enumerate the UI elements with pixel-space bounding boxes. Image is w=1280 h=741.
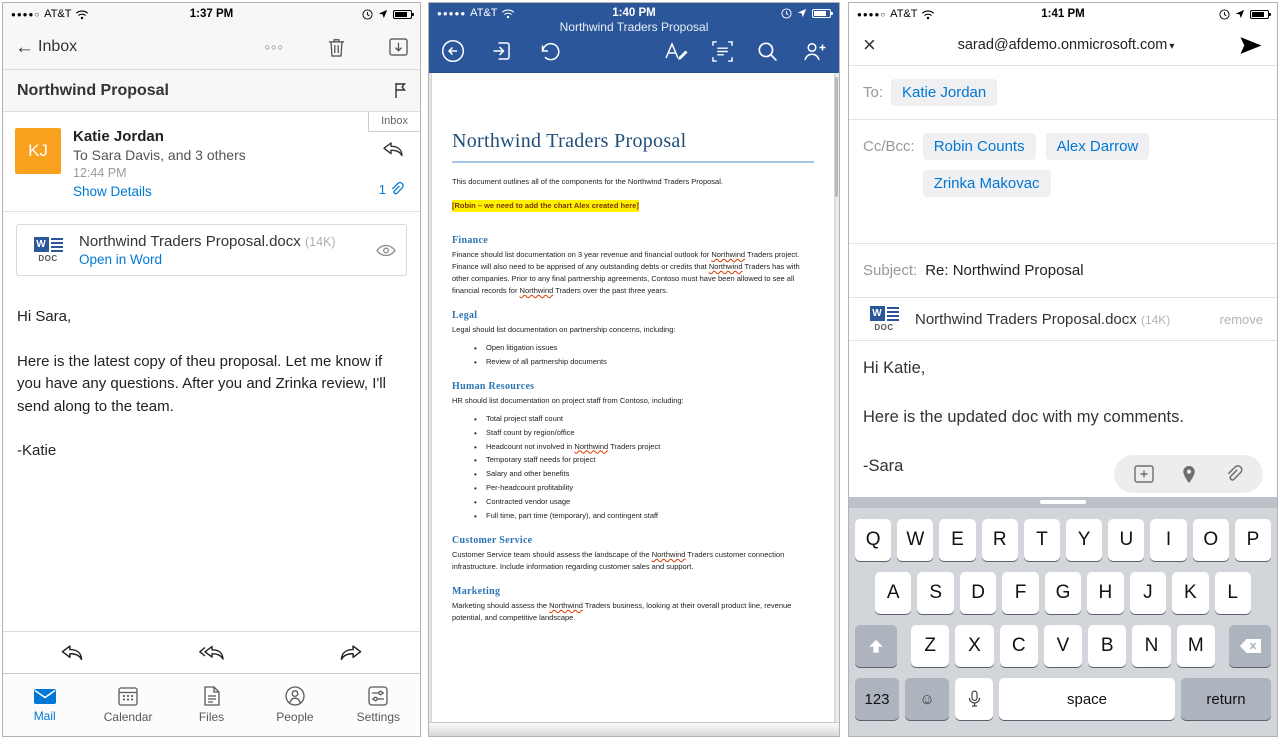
clock-label: 1:40 PM (612, 7, 656, 19)
word-document-screen (428, 2, 840, 737)
bullet-item: • Per-headcount profitability (486, 483, 814, 494)
attachment-filename: Northwind Traders Proposal.docx (14K) (915, 310, 1171, 328)
outlook-reading-screen (2, 2, 421, 737)
tab-settings[interactable]: Settings (337, 674, 420, 736)
key-n[interactable]: N (1132, 625, 1170, 667)
status-bar (3, 3, 420, 25)
attachment-row[interactable] (849, 298, 1277, 341)
carrier-label: AT&T (470, 7, 498, 19)
key-w[interactable]: W (897, 519, 933, 561)
doc-intro: This document outlines all of the components for the Northwind Traders Proposal. (452, 177, 723, 186)
key-o[interactable]: O (1193, 519, 1229, 561)
key-j[interactable]: J (1130, 572, 1166, 614)
bullet-item: • Salary and other benefits (486, 469, 814, 480)
on-screen-keyboard (849, 497, 1277, 736)
back-label: Inbox (38, 38, 78, 55)
dictation-key[interactable] (955, 678, 993, 720)
doc-paragraph: Finance should list documentation on 3 year revenue and financial outlook for Northwind Traders project. Finance will also need to be apprised of any outstanding debts or credits that Northwind Traders has with other companies. Prior to any final partnership agreements, Contoso must have been allowed to see all financial records for Northwind Traders over the past three years. (452, 250, 800, 295)
battery-icon (393, 10, 412, 19)
bullet-item: • Full time, part time (temporary), and contingent staff (486, 511, 814, 522)
quick-attach-toolbar (1114, 455, 1263, 493)
keyboard-row-2 (872, 572, 1254, 614)
key-i[interactable]: I (1150, 519, 1186, 561)
key-b[interactable]: B (1088, 625, 1126, 667)
message-header-card[interactable] (3, 112, 420, 212)
clock-label: 1:41 PM (1041, 8, 1085, 20)
open-in-word-link[interactable]: Open in Word (79, 252, 163, 267)
body-signoff: -Katie (17, 442, 57, 459)
key-a[interactable]: A (875, 572, 911, 614)
calendar-add-icon[interactable] (1134, 465, 1154, 483)
body-greeting: Hi Sara, (17, 308, 72, 325)
signal-strength-icon: ●●●●○ (11, 9, 41, 19)
key-v[interactable]: V (1044, 625, 1082, 667)
account-selector[interactable]: sarad@afdemo.onmicrosoft.com ▾ (957, 37, 1175, 53)
person-icon (285, 686, 305, 706)
key-l[interactable]: L (1215, 572, 1251, 614)
archive-icon[interactable] (389, 38, 408, 56)
doc-heading-marketing: Marketing (452, 585, 501, 597)
reply-button[interactable] (60, 645, 84, 662)
bullet-item: • Headcount not involved in Northwind Traders project (486, 442, 814, 453)
doc-paragraph: Legal should list documentation on partnership concerns, including: (452, 325, 676, 334)
back-button[interactable] (441, 39, 465, 63)
show-details-link[interactable]: Show Details (73, 184, 152, 199)
undo-icon[interactable] (539, 42, 561, 61)
keyboard-dismiss-handle[interactable] (849, 497, 1277, 508)
attachment-size: (14K) (304, 235, 336, 249)
key-h[interactable]: H (1087, 572, 1123, 614)
body-paragraph: Here is the updated doc with my comments. (863, 408, 1184, 427)
calendar-icon (118, 686, 138, 706)
sender-name: Katie Jordan (73, 128, 164, 145)
word-header (429, 3, 839, 73)
document-icon (204, 686, 220, 706)
avatar[interactable]: KJ (15, 128, 61, 174)
key-e[interactable]: E (939, 519, 975, 561)
bullet-item: • Temporary staff needs for project (486, 455, 814, 466)
doc-paragraph: HR should list documentation on project staff from Contoso, including: (452, 395, 684, 405)
doc-heading-finance: Finance (452, 235, 488, 246)
key-y[interactable]: Y (1066, 519, 1102, 561)
doc-heading-customer-service: Customer Service (452, 534, 533, 546)
doc-paragraph: Customer Service team should assess the landscape of the Northwind Traders customer connection infrastructure. Include information regarding customer sales and support. (452, 549, 785, 571)
share-file-icon[interactable] (491, 40, 513, 62)
orientation-lock-icon (1219, 9, 1230, 20)
doc-heading-hr: Human Resources (452, 380, 535, 392)
mail-toolbar (3, 25, 420, 70)
outlook-compose-screen (848, 2, 1278, 737)
send-button[interactable] (1239, 35, 1263, 56)
carrier-label: AT&T (44, 8, 72, 20)
space-key[interactable]: space (999, 678, 1175, 720)
share-person-icon[interactable] (802, 41, 827, 61)
key-x[interactable]: X (955, 625, 993, 667)
battery-icon (1250, 10, 1269, 19)
keyboard-row-1 (852, 519, 1274, 561)
mail-icon (33, 688, 57, 705)
key-z[interactable]: Z (911, 625, 949, 667)
shift-key[interactable] (855, 625, 897, 667)
key-r[interactable]: R (982, 519, 1018, 561)
signal-strength-icon: ●●●●● (437, 8, 467, 18)
attachment-filename: Northwind Traders Proposal.docx (14K) (79, 233, 336, 250)
forward-button[interactable] (339, 645, 363, 662)
key-u[interactable]: U (1108, 519, 1144, 561)
remove-attachment-button[interactable]: remove (1219, 311, 1263, 327)
word-file-icon: W DOC (863, 306, 905, 332)
email-subject-row (3, 70, 420, 112)
key-p[interactable]: P (1235, 519, 1271, 561)
reply-all-button[interactable] (198, 645, 225, 662)
message-time: 12:44 PM (73, 166, 127, 180)
recipient-chip[interactable]: Alex Darrow (1046, 133, 1150, 160)
delete-icon[interactable] (328, 38, 345, 57)
doc-comment-highlight: [Robin – we need to add the chart Alex created here] (452, 201, 639, 210)
recipients-summary: To Sara Davis, and 3 others (73, 147, 246, 163)
key-c[interactable]: C (1000, 625, 1038, 667)
compose-header (849, 25, 1277, 66)
doc-title: Northwind Traders Proposal (452, 130, 814, 163)
close-compose-button[interactable]: × (863, 32, 876, 57)
tab-files[interactable]: Files (170, 674, 253, 736)
email-body (3, 288, 420, 503)
to-label: To: (863, 84, 884, 101)
key-d[interactable]: D (960, 572, 996, 614)
key-f[interactable]: F (1002, 572, 1038, 614)
body-signoff: -Sara (863, 457, 904, 476)
word-bottom-bar (429, 722, 839, 736)
search-icon[interactable] (757, 41, 778, 62)
email-subject: Northwind Proposal (17, 81, 169, 99)
bullet-item: • Review of all partnership documents (486, 357, 814, 368)
bullet-item: • Total project staff count (486, 414, 814, 425)
key-k[interactable]: K (1172, 572, 1208, 614)
tab-people[interactable]: People (253, 674, 336, 736)
emoji-key[interactable]: ☺ (905, 678, 949, 720)
document-canvas[interactable] (429, 73, 839, 723)
doc-heading-legal: Legal (452, 310, 478, 321)
more-options-button[interactable]: ○○○ (264, 42, 284, 52)
recipient-chip[interactable]: Katie Jordan (891, 79, 997, 106)
flag-icon[interactable] (394, 82, 406, 99)
clock-label: 1:37 PM (189, 8, 234, 20)
reply-toolbar (3, 631, 420, 674)
format-text-icon[interactable] (664, 41, 688, 62)
keyboard-row-4 (852, 678, 1274, 720)
chevron-down-icon: ▾ (1169, 41, 1175, 52)
subject-field[interactable] (849, 244, 1277, 298)
signal-strength-icon: ●●●●○ (857, 9, 887, 19)
return-key[interactable]: return (1181, 678, 1271, 720)
paperclip-icon[interactable] (1224, 465, 1243, 484)
cc-bcc-label: Cc/Bcc: (863, 138, 915, 155)
settings-icon (368, 686, 388, 706)
document-title-bar: Northwind Traders Proposal (559, 20, 709, 34)
carrier-label: AT&T (890, 8, 918, 20)
word-toolbar (429, 33, 839, 63)
battery-icon (812, 9, 831, 18)
location-arrow-icon (1235, 9, 1245, 19)
attachment-count-badge[interactable]: 1 (379, 182, 404, 197)
bullet-item: • Staff count by region/office (486, 428, 814, 439)
reflow-view-icon[interactable] (712, 41, 733, 62)
status-bar (429, 3, 839, 23)
tab-mail[interactable]: Mail (3, 674, 86, 736)
bottom-tab-bar (3, 673, 420, 736)
keyboard-row-3 (852, 625, 1274, 667)
word-file-icon: W DOC (27, 237, 69, 263)
key-q[interactable]: Q (855, 519, 891, 561)
preview-eye-icon[interactable] (376, 244, 396, 257)
folder-badge: Inbox (368, 112, 420, 132)
location-arrow-icon (378, 9, 388, 19)
bullet-item: • Open litigation issues (486, 343, 814, 354)
legal-bullet-list (452, 343, 814, 368)
tab-calendar[interactable]: Calendar (86, 674, 169, 736)
paperclip-icon (389, 182, 404, 197)
back-to-inbox-button[interactable] (15, 38, 77, 57)
reply-icon[interactable] (382, 142, 404, 158)
location-arrow-icon (797, 8, 807, 18)
document-page[interactable] (432, 73, 834, 723)
status-bar (849, 3, 1277, 25)
key-t[interactable]: T (1024, 519, 1060, 561)
scrollbar[interactable] (835, 77, 838, 197)
numbers-key[interactable]: 123 (855, 678, 899, 720)
location-pin-icon[interactable] (1182, 465, 1196, 484)
back-arrow-icon: ← (15, 36, 34, 58)
cc-bcc-field[interactable] (849, 120, 1277, 244)
doc-paragraph: Marketing should assess the Northwind Traders business, looking at their overall product line, revenue potential, and competitive landscape. (452, 600, 792, 622)
subject-label: Subject: (863, 262, 918, 279)
recipient-chip[interactable]: Robin Counts (923, 133, 1036, 160)
attachment-card[interactable] (16, 224, 407, 276)
attachment-size: (14K) (1140, 312, 1171, 327)
key-g[interactable]: G (1045, 572, 1081, 614)
key-s[interactable]: S (917, 572, 953, 614)
key-m[interactable]: M (1177, 625, 1215, 667)
body-greeting: Hi Katie, (863, 359, 926, 377)
to-field[interactable] (849, 66, 1277, 120)
hr-bullet-list (452, 414, 814, 522)
backspace-key[interactable] (1229, 625, 1271, 667)
orientation-lock-icon (362, 9, 373, 20)
bullet-item: • Contracted vendor usage (486, 497, 814, 508)
subject-value[interactable]: Re: Northwind Proposal (925, 262, 1084, 279)
orientation-lock-icon (781, 8, 792, 19)
body-paragraph: Here is the latest copy of theu proposal. Let me know if you have any questions. After you and Zrinka review, I'll send along to the team. (17, 352, 386, 415)
recipient-chip[interactable]: Zrinka Makovac (923, 170, 1051, 197)
